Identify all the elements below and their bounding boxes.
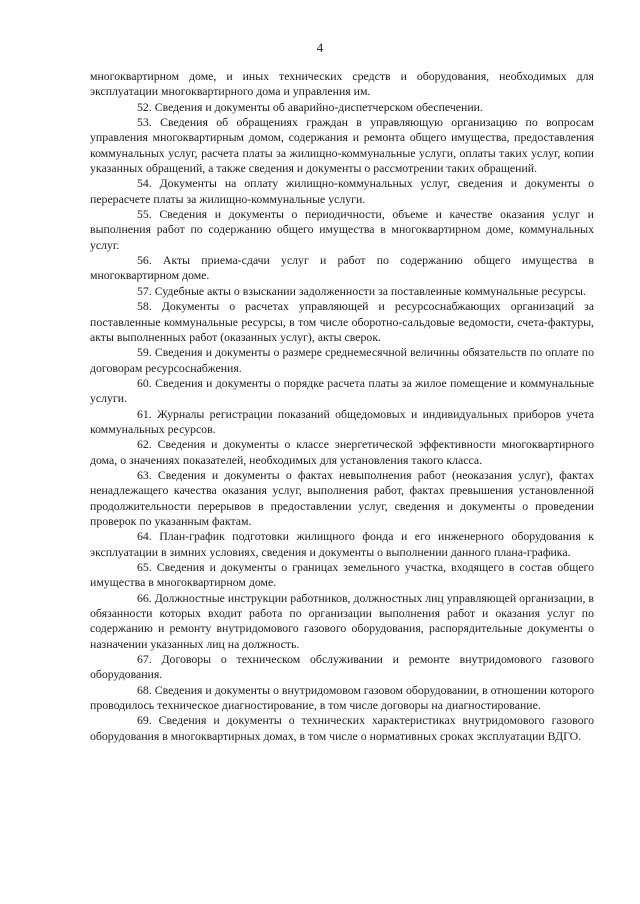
paragraph-55: 55. Сведения и документы о периодичности, объеме и качестве оказания услуг и выполнения работ по содержанию общего имущества в многоквартирном доме, коммунальных услуг. bbox=[90, 207, 594, 252]
paragraph-60: 60. Сведения и документы о порядке расчета платы за жилое помещение и коммунальные услуги. bbox=[90, 375, 594, 406]
paragraph-continuation: многоквартирном доме, и иных технических средств и оборудования, необходимых для эксплуатации многоквартирного дома и управления им. bbox=[90, 69, 594, 99]
paragraph-59: 59. Сведения и документы о размере среднемесячной величины обязательств по оплате по договорам ресурсоснабжения. bbox=[90, 345, 594, 375]
paragraph-69: 69. Сведения и документы о технических характеристиках внутридомового газового оборудования в многоквартирных домах, в том числе о нормативных сроках эксплуатации ВДГО. bbox=[90, 713, 594, 743]
paragraph-63: 63. Сведения и документы о фактах невыполнения работ (неоказания услуг), фактах ненадлежащего качества оказания услуг, выполнения работ, фактах превышения установленной продолжительности перерывов в предоставлении услуг, сведения и документы о проведении проверок по указанным фактам. bbox=[90, 467, 594, 528]
paragraph-65: 65. Сведения и документы о границах земельного участка, входящего в состав общего имущества в многоквартирном доме. bbox=[90, 560, 594, 590]
paragraph-54: 54. Документы на оплату жилищно-коммунальных услуг, сведения и документы о перерасчете платы за жилищно-коммунальные услуги. bbox=[90, 176, 594, 206]
paragraph-68: 68. Сведения и документы о внутридомовом газовом оборудовании, в отношении которого проводилось техническое диагностирование, в том числе договоры на диагностирование. bbox=[90, 682, 594, 713]
paragraph-67: 67. Договоры о техническом обслуживании и ремонте внутридомового газового оборудования. bbox=[90, 652, 594, 682]
page-number: 4 bbox=[316, 40, 324, 55]
document-body bbox=[90, 69, 594, 744]
paragraph-56: 56. Акты приема-сдачи услуг и работ по содержанию общего имущества в многоквартирном доме. bbox=[90, 253, 594, 283]
paragraph-52: 52. Сведения и документы об аварийно-диспетчерском обеспечении. bbox=[137, 99, 483, 114]
paragraph-66: 66. Должностные инструкции работников, должностных лиц управляющей организации, в обязанности которых входит работа по организации выполнения работ и оказания услуг по содержанию и ремонту внутридомового газового оборудования, распорядительные документы о назначении указанных лиц на должность. bbox=[90, 590, 594, 651]
paragraph-58: 58. Документы о расчетах управляющей и ресурсоснабжающих организаций за поставленные коммунальные ресурсы, в том числе оборотно-сальдовые ведомости, счета-фактуры, акты выполненных работ (оказанных услуг), акты сверок. bbox=[90, 299, 594, 344]
paragraph-61: 61. Журналы регистрации показаний общедомовых и индивидуальных приборов учета коммунальных ресурсов. bbox=[90, 406, 594, 436]
paragraph-64: 64. План-график подготовки жилищного фонда и его инженерного оборудования к эксплуатации в зимних условиях, сведения и документы о выполнении данного плана-графика. bbox=[90, 529, 594, 559]
paragraph-53: 53. Сведения об обращениях граждан в управляющую организацию по вопросам управления многоквартирным домом, содержания и ремонта общего имущества, предоставления коммунальных услуг, расчета платы за жилищно-коммунальные услуги, оплаты таких услуг, копии указанных обращений, а также сведения и документы о рассмотрении таких обращений. bbox=[90, 115, 594, 176]
paragraph-62: 62. Сведения и документы о классе энергетической эффективности многоквартирного дома, о значениях показателей, необходимых для установления такого класса. bbox=[90, 437, 594, 467]
paragraph-57: 57. Судебные акты о взыскании задолженности за поставленные коммунальные ресурсы. bbox=[137, 283, 586, 298]
